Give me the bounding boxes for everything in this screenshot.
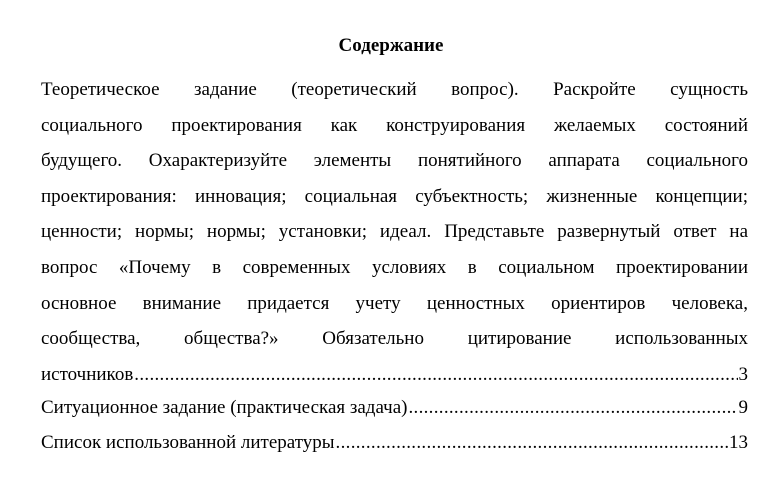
- toc-item-last-line: [41, 357, 748, 393]
- dot-leader: [134, 357, 737, 393]
- page-title: Содержание: [338, 35, 444, 56]
- toc-page-number: 3: [738, 363, 748, 385]
- toc-item-line: основное внимание придается учету ценностных ориентиров человека,: [41, 292, 748, 314]
- toc-item-line: проектирования: инновация; социальная субъектность; жизненные концепции;: [41, 185, 748, 207]
- toc-item-line: будущего. Охарактеризуйте элементы понятийного аппарата социального: [41, 150, 748, 172]
- toc-page-number: 13: [729, 432, 748, 453]
- toc-item-line: вопрос «Почему в современных условиях в социальном проектировании: [41, 256, 748, 278]
- toc-item-line: ценности; нормы; нормы; установки; идеал. Представьте развернутый ответ на: [41, 221, 748, 243]
- toc-page-number: 9: [738, 397, 748, 418]
- toc-item-line: Теоретическое задание (теоретический вопрос). Раскройте сущность: [41, 79, 748, 100]
- toc-item-theory: [41, 72, 748, 392]
- dot-leader: [408, 396, 737, 420]
- toc-item-line: социального проектирования как конструирования желаемых состояний: [41, 114, 748, 136]
- toc-item-references: [41, 431, 748, 455]
- toc-item-line: сообщества, общества?» Обязательно цитирование использованных: [41, 328, 748, 350]
- dot-leader: [336, 431, 728, 455]
- toc-item-text: Ситуационное задание (практическая задача): [41, 397, 408, 418]
- toc-item-text: источников: [41, 363, 134, 385]
- toc-item-situational: [41, 396, 748, 420]
- toc-item-text: Список использованной литературы: [41, 432, 335, 453]
